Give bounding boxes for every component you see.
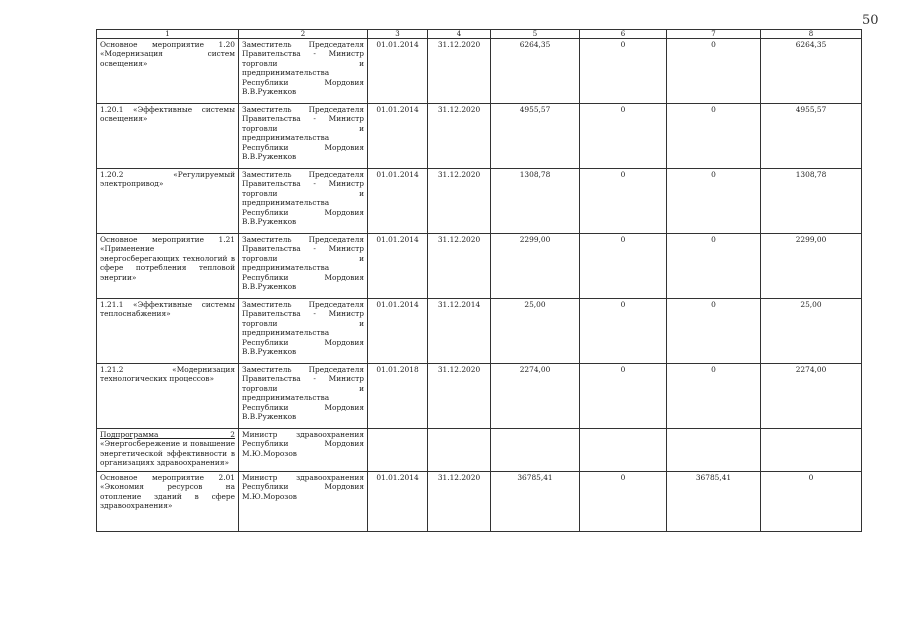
value-cell: 1308,78 <box>491 169 580 234</box>
value-cell: 1308,78 <box>761 169 862 234</box>
responsible-person: Заместитель Председателя Правительства - Министр торговли и предпринимательства Республики Мордовия В.В.Руженков <box>239 39 368 104</box>
value-cell: 0 <box>580 104 667 169</box>
start-date: 01.01.2014 <box>368 104 428 169</box>
value-cell: 36785,41 <box>491 472 580 532</box>
value-cell: 0 <box>580 364 667 429</box>
subprogram-name <box>97 429 239 472</box>
value-cell: 0 <box>667 39 761 104</box>
value-cell: 25,00 <box>761 299 862 364</box>
empty-cell <box>761 429 862 472</box>
value-cell: 0 <box>667 169 761 234</box>
measure-name: 1.20.2 «Регулируемый электропривод» <box>97 169 239 234</box>
responsible-person: Заместитель Председателя Правительства - Министр торговли и предпринимательства Республики Мордовия В.В.Руженков <box>239 234 368 299</box>
end-date: 31.12.2020 <box>428 169 491 234</box>
start-date: 01.01.2014 <box>368 299 428 364</box>
value-cell: 36785,41 <box>667 472 761 532</box>
table-row <box>97 39 862 104</box>
measure-name: Основное мероприятие 1.20 «Модернизация систем освещения» <box>97 39 239 104</box>
table-row <box>97 234 862 299</box>
empty-cell <box>580 429 667 472</box>
empty-cell <box>491 429 580 472</box>
empty-cell <box>428 429 491 472</box>
end-date: 31.12.2020 <box>428 364 491 429</box>
table-row <box>97 104 862 169</box>
measure-name: 1.21.1 «Эффективные системы теплоснабжения» <box>97 299 239 364</box>
value-cell: 2274,00 <box>761 364 862 429</box>
table-row <box>97 472 862 532</box>
column-header: 8 <box>761 30 862 39</box>
subprogram-title: Подпрограмма 2 <box>100 430 235 439</box>
responsible-person: Заместитель Председателя Правительства - Министр торговли и предпринимательства Республики Мордовия В.В.Руженков <box>239 104 368 169</box>
value-cell: 4955,57 <box>491 104 580 169</box>
value-cell: 2274,00 <box>491 364 580 429</box>
responsible-person: Министр здравоохранения Республики Мордовия М.Ю.Морозов <box>239 429 368 472</box>
value-cell: 0 <box>761 472 862 532</box>
header-row <box>97 30 862 39</box>
page-number: 50 <box>862 13 879 28</box>
start-date: 01.01.2014 <box>368 169 428 234</box>
value-cell: 6264,35 <box>491 39 580 104</box>
start-date: 01.01.2014 <box>368 472 428 532</box>
start-date: 01.01.2014 <box>368 234 428 299</box>
column-header: 4 <box>428 30 491 39</box>
value-cell: 0 <box>667 364 761 429</box>
value-cell: 0 <box>667 299 761 364</box>
responsible-person: Заместитель Председателя Правительства - Министр торговли и предпринимательства Республики Мордовия В.В.Руженков <box>239 169 368 234</box>
start-date: 01.01.2018 <box>368 364 428 429</box>
measure-name: Основное мероприятие 2.01 «Экономия ресурсов на отопление зданий в сфере здравоохранения» <box>97 472 239 532</box>
program-table <box>96 29 862 532</box>
table-row <box>97 364 862 429</box>
measure-name: Основное мероприятие 1.21 «Применение энергосберегающих технологий в сфере потребления тепловой энергии» <box>97 234 239 299</box>
end-date: 31.12.2020 <box>428 39 491 104</box>
responsible-person: Министр здравоохранения Республики Мордовия М.Ю.Морозов <box>239 472 368 532</box>
column-header: 3 <box>368 30 428 39</box>
value-cell: 6264,35 <box>761 39 862 104</box>
value-cell: 0 <box>667 104 761 169</box>
table-row <box>97 169 862 234</box>
value-cell: 0 <box>580 234 667 299</box>
measure-name: 1.21.2 «Модернизация технологических процессов» <box>97 364 239 429</box>
column-header: 7 <box>667 30 761 39</box>
value-cell: 0 <box>580 299 667 364</box>
value-cell: 2299,00 <box>761 234 862 299</box>
column-header: 5 <box>491 30 580 39</box>
subprogram-row <box>97 429 862 472</box>
value-cell: 2299,00 <box>491 234 580 299</box>
column-header: 1 <box>97 30 239 39</box>
value-cell: 4955,57 <box>761 104 862 169</box>
column-header: 2 <box>239 30 368 39</box>
value-cell: 25,00 <box>491 299 580 364</box>
end-date: 31.12.2014 <box>428 299 491 364</box>
empty-cell <box>368 429 428 472</box>
value-cell: 0 <box>667 234 761 299</box>
value-cell: 0 <box>580 472 667 532</box>
table-row <box>97 299 862 364</box>
responsible-person: Заместитель Председателя Правительства - Министр торговли и предпринимательства Республики Мордовия В.В.Руженков <box>239 299 368 364</box>
value-cell: 0 <box>580 39 667 104</box>
value-cell: 0 <box>580 169 667 234</box>
responsible-person: Заместитель Председателя Правительства - Министр торговли и предпринимательства Республики Мордовия В.В.Руженков <box>239 364 368 429</box>
empty-cell <box>667 429 761 472</box>
subprogram-description: «Энергосбережение и повышение энергетической эффективности в организациях здравоохранения» <box>100 439 235 468</box>
column-header: 6 <box>580 30 667 39</box>
end-date: 31.12.2020 <box>428 472 491 532</box>
start-date: 01.01.2014 <box>368 39 428 104</box>
end-date: 31.12.2020 <box>428 234 491 299</box>
end-date: 31.12.2020 <box>428 104 491 169</box>
measure-name: 1.20.1 «Эффективные системы освещения» <box>97 104 239 169</box>
